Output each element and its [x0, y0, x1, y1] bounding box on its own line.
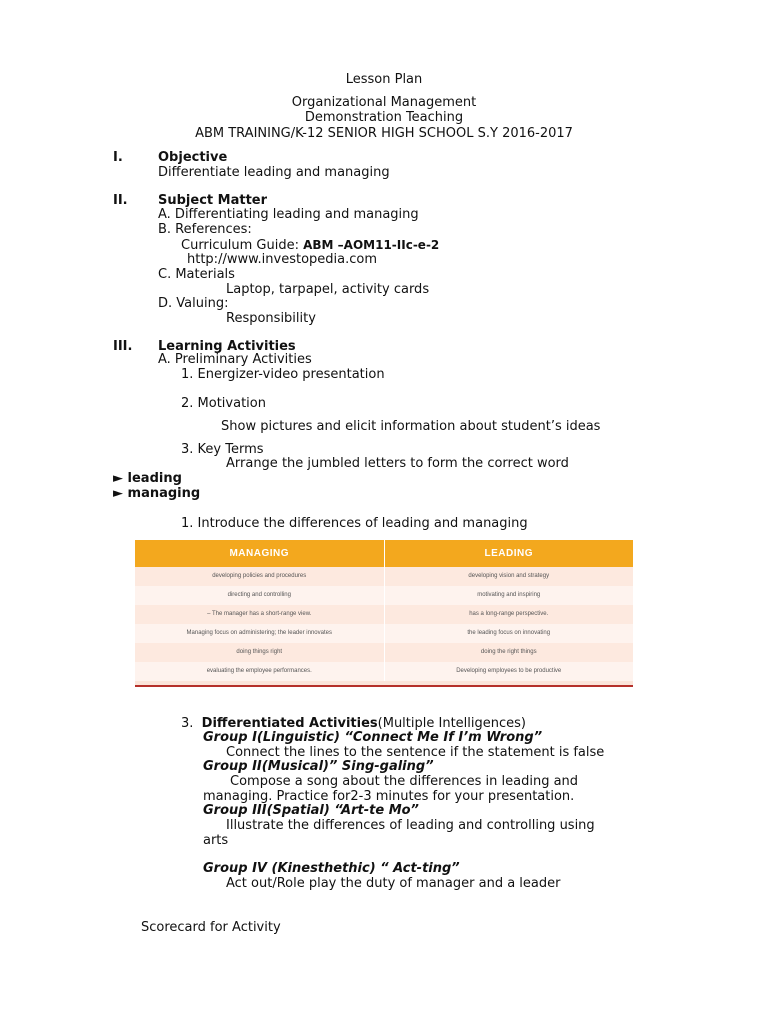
arrow-bullet-icon: ► [113, 486, 123, 501]
section-3-number: III. [113, 339, 133, 354]
group-1-title: Group I(Linguistic) “Connect Me If I’m Wrong” [203, 730, 543, 745]
section-1-number: I. [113, 150, 123, 165]
bullet-leading [113, 471, 182, 487]
group-2-text-2: managing. Practice for2-3 minutes for your presentation. [203, 789, 575, 804]
group-4-text: Act out/Role play the duty of manager and a leader [226, 876, 561, 891]
activity-item-3: 3. Key Terms [181, 442, 264, 457]
group-2-text-1: Compose a song about the differences in leading and [230, 774, 579, 789]
section-2-title: Subject Matter [158, 193, 268, 208]
subject-item-d: D. Valuing: [158, 296, 229, 311]
table-row [135, 662, 633, 681]
curriculum-guide-label: Curriculum Guide: [181, 238, 299, 253]
group-3-text-2: arts [203, 833, 229, 848]
intro-differences: 1. Introduce the differences of leading and managing [181, 516, 528, 531]
section-1-title: Objective [158, 150, 228, 165]
table-cell: developing vision and strategy [384, 567, 634, 586]
table-cell: developing policies and procedures [212, 573, 307, 579]
subject-item-a: A. Differentiating leading and managing [158, 207, 419, 222]
group-2-title: Group II(Musical)” Sing-galing” [203, 759, 434, 774]
reference-url: http://www.investopedia.com [187, 252, 378, 267]
table-cell: Developing employees to be productive [384, 662, 634, 681]
comparison-table [135, 540, 633, 687]
school-year-line: ABM TRAINING/K-12 SENIOR HIGH SCHOOL S.Y 2016-2017 [195, 126, 573, 141]
motivation-text: Show pictures and elicit information about student’s ideas [221, 419, 601, 434]
materials-text: Laptop, tarpapel, activity cards [226, 282, 430, 297]
table-header [135, 540, 633, 567]
subject-heading: Organizational Management [291, 95, 477, 110]
group-1-text: Connect the lines to the sentence if the statement is false [226, 745, 605, 760]
header-managing: MANAGING [229, 548, 290, 559]
differentiated-title: Differentiated Activities [201, 716, 378, 731]
table-row [135, 567, 633, 586]
key-terms-text: Arrange the jumbled letters to form the correct word [226, 456, 569, 471]
header-leading: LEADING [384, 540, 634, 567]
section-2-number: II. [113, 193, 128, 208]
table-cell: evaluating the employee performances. [206, 668, 312, 674]
subject-item-c: C. Materials [158, 267, 235, 282]
group-3-text-1: Illustrate the differences of leading and controlling using [226, 818, 595, 833]
table-cell: doing the right things [384, 643, 634, 662]
group-4-title: Group IV (Kinesthethic) “ Act-ting” [203, 861, 460, 876]
section-3-title: Learning Activities [158, 339, 296, 354]
activity-number: 3. [181, 716, 194, 731]
table-row [135, 605, 633, 624]
table-cell: has a long-range perspective. [384, 605, 634, 624]
scorecard-heading: Scorecard for Activity [141, 920, 281, 935]
table-cell: motivating and inspiring [384, 586, 634, 605]
table-cell: – The manager has a short-range view. [207, 611, 312, 617]
lesson-plan-title: Lesson Plan [345, 72, 423, 87]
table-row [135, 586, 633, 605]
bullet-managing [113, 486, 200, 502]
table-row [135, 624, 633, 643]
valuing-text: Responsibility [226, 311, 316, 326]
subject-item-b: B. References: [158, 222, 252, 237]
table-row [135, 643, 633, 662]
table-cell: doing things right [236, 649, 283, 655]
activity-item-2: 2. Motivation [181, 396, 266, 411]
bullet-leading-label: leading [127, 471, 182, 486]
table-cell: Managing focus on administering; the leader innovates [186, 630, 332, 636]
differentiated-suffix: (Multiple Intelligences) [377, 716, 526, 731]
group-3-title: Group III(Spatial) “Art-te Mo” [203, 803, 419, 818]
curriculum-guide-code: ABM –AOM11-IIc-e-2 [303, 238, 440, 252]
bullet-managing-label: managing [127, 486, 201, 501]
objective-text: Differentiate leading and managing [158, 165, 390, 180]
activity-item-1: 1. Energizer-video presentation [181, 367, 385, 382]
preliminary-activities: A. Preliminary Activities [158, 352, 312, 367]
arrow-bullet-icon: ► [113, 471, 123, 486]
table-cell: directing and controlling [227, 592, 291, 598]
session-type: Demonstration Teaching [304, 110, 464, 125]
table-cell: the leading focus on innovating [384, 624, 634, 643]
